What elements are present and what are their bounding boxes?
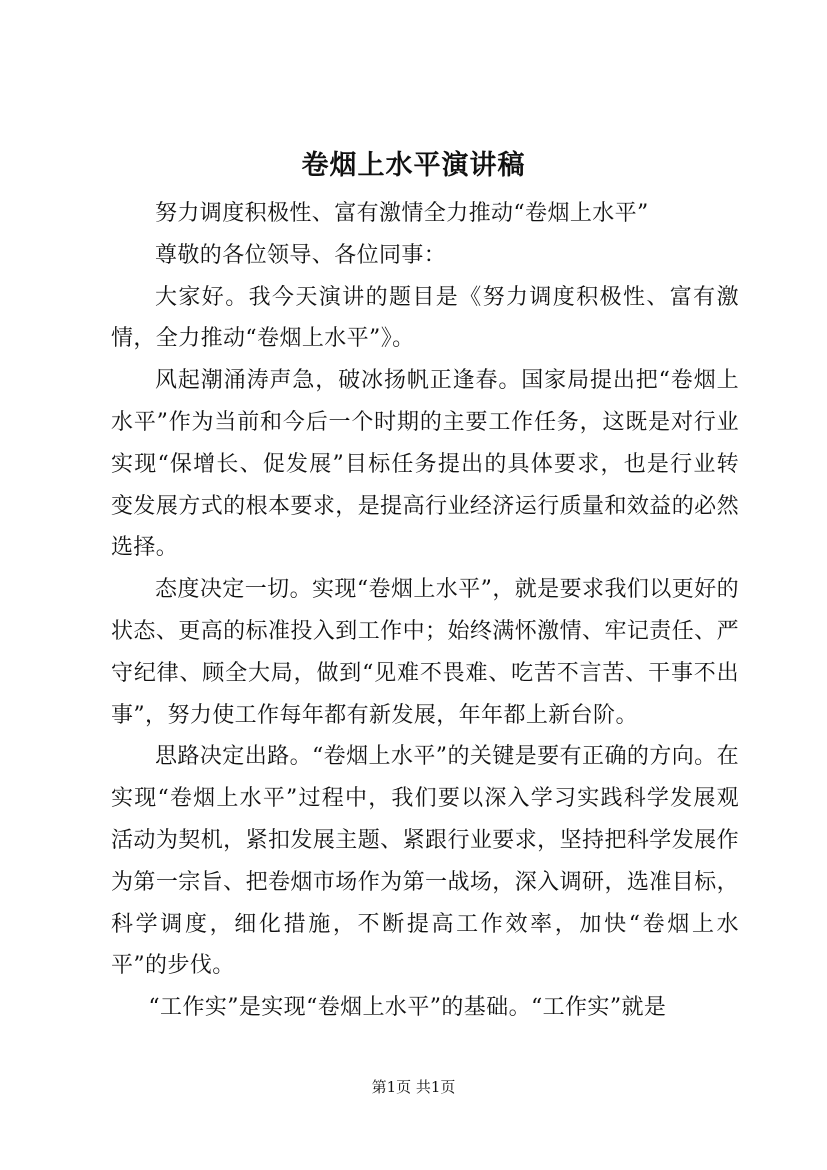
opening-paragraph: 大家好。我今天演讲的题目是《努力调度积极性、富有激情，全力推动“卷烟上水平”》。 — [111, 284, 739, 352]
body-paragraph: 风起潮涌涛声急，破冰扬帆正逢春。国家局提出把“卷烟上水平”作为当前和今后一个时期的主要工作任务，这既是对行业实现“保增长、促发展”目标任务提出的具体要求，也是行业转变发展方式的根本要求，是提高行业经济运行质量和效益的必然选择。 — [111, 368, 739, 561]
body-paragraph: “工作实”是实现“卷烟上水平”的基础。“工作实”就是 — [148, 995, 667, 1021]
salutation-paragraph: 尊敬的各位领导、各位同事： — [155, 242, 447, 268]
document-title: 卷烟上水平演讲稿 — [301, 150, 526, 181]
document-body — [111, 193, 739, 1029]
subtitle-paragraph: 努力调度积极性、富有激情全力推动“卷烟上水平” — [155, 201, 649, 226]
body-paragraph: 思路决定出路。“卷烟上水平”的关键是要有正确的方向。在实现“卷烟上水平”过程中，我们要以深入学习实践科学发展观活动为契机，紧扣发展主题、紧跟行业要求，坚持把科学发展作为第一宗旨、把卷烟市场作为第一战场，深入调研，选准目标，科学调度，细化措施，不断提高工作效率，加快“卷烟上水平”的步伐。 — [111, 744, 739, 979]
page-footer: 第1页 共1页 — [371, 1078, 456, 1096]
body-paragraph: 态度决定一切。实现“卷烟上水平”，就是要求我们以更好的状态、更高的标准投入到工作中；始终满怀激情、牢记责任、严守纪律、顾全大局，做到“见难不畏难、吃苦不言苦、干事不出事”，努力使工作每年都有新发展，年年都上新台阶。 — [111, 577, 739, 728]
